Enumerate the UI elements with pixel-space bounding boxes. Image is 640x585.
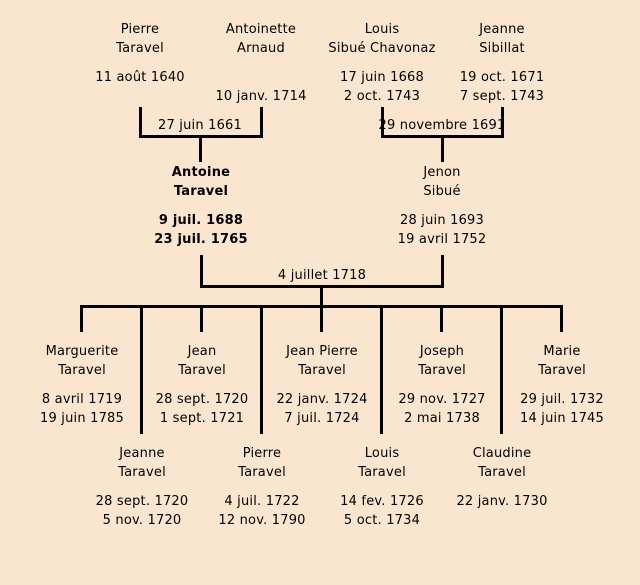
person-death-date: 23 juil. 1765 (154, 232, 248, 247)
person-dates (443, 492, 561, 530)
person-death-date: 7 sept. 1743 (459, 89, 545, 104)
person-death-date: 5 nov. 1720 (102, 513, 182, 528)
drop-jean-pierre-line (320, 305, 323, 332)
person-first-name: Marie (543, 344, 581, 359)
person-death-date: 2 mai 1738 (404, 411, 480, 426)
person-first-name: Pierre (242, 446, 282, 461)
person-birth-date: 4 juil. 1722 (224, 494, 300, 509)
person-last-name: Taravel (116, 41, 164, 56)
person-last-name: Taravel (298, 363, 346, 378)
person-last-name: Taravel (173, 184, 229, 199)
person-birth-date: 22 janv. 1724 (276, 392, 368, 407)
person-marie-taravel[interactable] (503, 342, 621, 428)
person-birth-date: 28 juin 1693 (400, 213, 484, 228)
person-first-name: Jenon (423, 165, 461, 180)
person-dates (443, 68, 561, 106)
person-first-name: Joseph (419, 344, 465, 359)
person-jean-pierre-taravel[interactable] (263, 342, 381, 428)
person-birth-date: 11 août 1640 (95, 70, 185, 85)
person-death-date: 2 oct. 1743 (343, 89, 421, 104)
person-claudine-taravel[interactable] (443, 444, 561, 530)
person-death-date (81, 87, 199, 106)
marriage-1718-left-post-line (200, 255, 203, 288)
person-last-name: Sibué (423, 184, 461, 199)
person-last-name: Taravel (478, 465, 526, 480)
person-death-date (443, 511, 561, 530)
person-louis-sibue-chavonaz[interactable] (323, 20, 441, 106)
person-birth-date: 28 sept. 1720 (155, 392, 249, 407)
person-birth-date: 22 janv. 1730 (456, 494, 548, 509)
person-death-date: 1 sept. 1721 (159, 411, 245, 426)
person-first-name: Jean (187, 344, 217, 359)
person-jeanne-taravel[interactable] (83, 444, 201, 530)
person-last-name: Taravel (358, 465, 406, 480)
marriage-1661-date-label: 27 juin 1661 (158, 118, 242, 133)
person-jean-taravel[interactable] (143, 342, 261, 428)
person-first-name: Jeanne (119, 446, 165, 461)
person-birth-date: 28 sept. 1720 (95, 494, 189, 509)
person-dates (383, 211, 501, 249)
person-antoinette-arnaud[interactable] (202, 20, 320, 106)
person-last-name: Arnaud (237, 41, 285, 56)
person-joseph-taravel[interactable] (383, 342, 501, 428)
person-dates (142, 211, 260, 249)
person-first-name: Marguerite (45, 344, 119, 359)
person-birth-date: 29 nov. 1727 (398, 392, 486, 407)
person-last-name: Sibué Chavonaz (328, 41, 436, 56)
person-first-name: Claudine (472, 446, 532, 461)
person-antoine-taravel[interactable] (142, 163, 260, 249)
person-first-name: Jeanne (479, 22, 525, 37)
person-birth-date: 14 fev. 1726 (340, 494, 424, 509)
person-death-date: 5 oct. 1734 (343, 513, 421, 528)
person-dates (503, 390, 621, 428)
person-dates (323, 68, 441, 106)
person-jeanne-sibillat[interactable] (443, 20, 561, 106)
person-death-date: 10 janv. 1714 (215, 89, 307, 104)
person-marguerite-taravel[interactable] (23, 342, 141, 428)
person-birth-date: 9 juil. 1688 (158, 213, 244, 228)
person-birth-date (202, 68, 320, 87)
person-birth-date: 29 juil. 1732 (520, 392, 604, 407)
person-dates (383, 390, 501, 428)
marriage-1661-child-drop-line (199, 135, 202, 162)
person-birth-date: 8 avril 1719 (41, 392, 123, 407)
person-last-name: Taravel (118, 465, 166, 480)
person-jenon-sibue[interactable] (383, 163, 501, 249)
person-last-name: Taravel (418, 363, 466, 378)
person-first-name: Jean Pierre (286, 344, 358, 359)
person-last-name: Taravel (538, 363, 586, 378)
person-louis-taravel[interactable] (323, 444, 441, 530)
person-dates (203, 492, 321, 530)
marriage-1691-date-label: 29 novembre 1691 (378, 118, 506, 133)
person-death-date: 14 juin 1745 (520, 411, 604, 426)
person-first-name: Louis (364, 22, 400, 37)
person-death-date: 7 juil. 1724 (284, 411, 360, 426)
person-death-date: 12 nov. 1790 (218, 513, 306, 528)
person-death-date: 19 avril 1752 (397, 232, 487, 247)
marriage-1718-right-post-line (441, 255, 444, 288)
person-last-name: Taravel (58, 363, 106, 378)
person-last-name: Taravel (178, 363, 226, 378)
drop-jean-line (200, 305, 203, 332)
marriage-1691-child-drop-line (441, 135, 444, 162)
drop-marguerite-line (80, 305, 83, 332)
person-dates (143, 390, 261, 428)
person-pierre-taravel-sr[interactable] (81, 20, 199, 106)
marriage-1718-date-label: 4 juillet 1718 (277, 268, 367, 283)
person-last-name: Taravel (238, 465, 286, 480)
person-dates (202, 68, 320, 106)
person-dates (23, 390, 141, 428)
person-dates (81, 68, 199, 106)
drop-joseph-line (440, 305, 443, 332)
person-birth-date: 19 oct. 1671 (459, 70, 545, 85)
drop-marie-line (560, 305, 563, 332)
person-dates (323, 492, 441, 530)
person-first-name: Louis (364, 446, 400, 461)
person-last-name: Sibillat (479, 41, 525, 56)
person-birth-date: 17 juin 1668 (340, 70, 424, 85)
person-dates (83, 492, 201, 530)
person-death-date: 19 juin 1785 (40, 411, 124, 426)
person-pierre-taravel-jr[interactable] (203, 444, 321, 530)
person-first-name: Antoine (171, 165, 231, 180)
person-dates (263, 390, 381, 428)
person-first-name: Antoinette (225, 22, 297, 37)
person-first-name: Pierre (120, 22, 160, 37)
